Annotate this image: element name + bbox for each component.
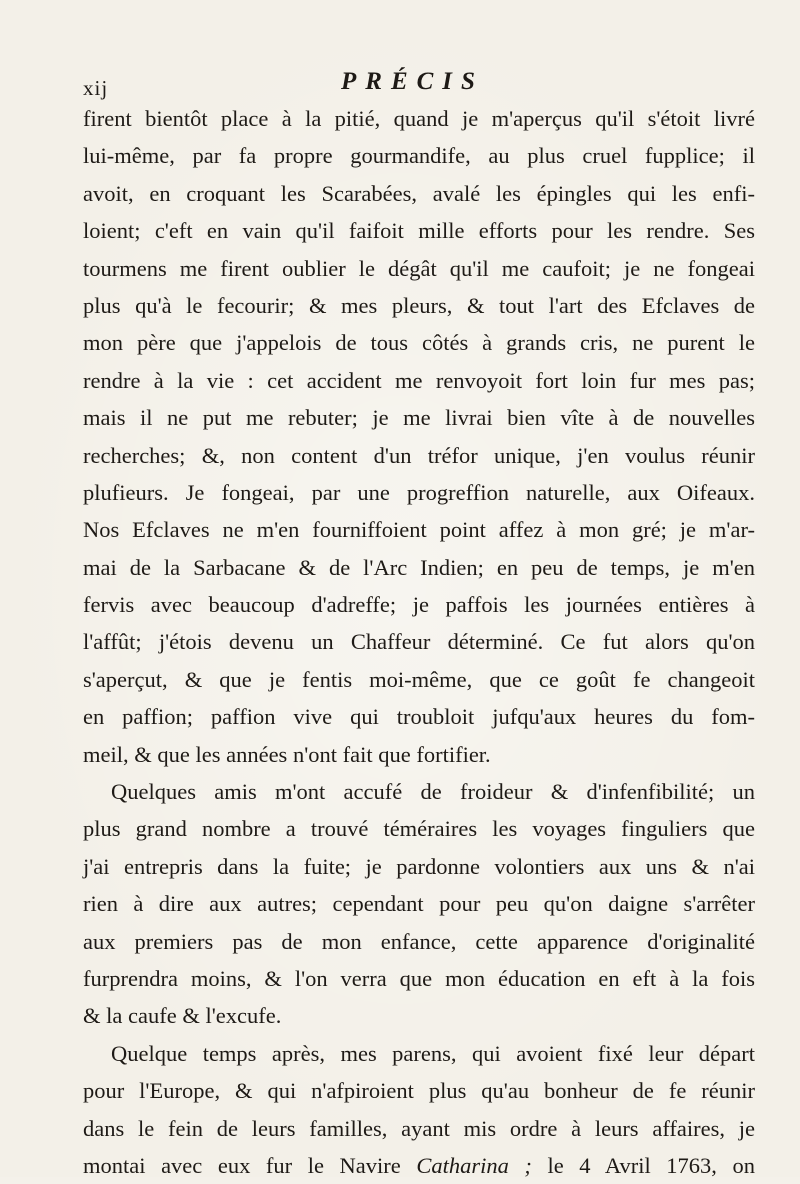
text-line: tourmens me firent oublier le dégât qu'il me caufoit; je ne fongeai: [83, 255, 755, 281]
paragraph-end-line: & la caufe & l'excufe.: [83, 1003, 282, 1029]
text-line: fervis avec beaucoup d'adreffe; je paffois les journées entières à: [83, 592, 755, 618]
running-title: PRÉCIS: [341, 68, 484, 95]
final-text-line: [83, 1147, 755, 1184]
text-line: mon père que j'appelois de tous côtés à grands cris, ne purent le: [83, 330, 755, 356]
text-line: dans le fein de leurs familles, ayant mis ordre à leurs affaires, je: [83, 1115, 755, 1141]
running-head: [83, 68, 740, 98]
page-number: xij: [83, 76, 109, 100]
text-line: avoit, en croquant les Scarabées, avalé les épingles qui les enfi-: [83, 180, 755, 206]
text-line: recherches; &, non content d'un tréfor unique, j'en voulus réunir: [83, 442, 755, 468]
text-line: Nos Efclaves ne m'en fourniffoient point affez à mon gré; je m'ar-: [83, 517, 755, 543]
paragraph-start-line: Quelque temps après, mes parens, qui avoient fixé leur départ: [111, 1040, 755, 1066]
text-line: aux premiers pas de mon enfance, cette apparence d'originalité: [83, 928, 755, 954]
text-line: rien à dire aux autres; cependant pour peu qu'on daigne s'arrêter: [83, 891, 755, 917]
text-line: lui-même, par fa propre gourmandife, au plus cruel fupplice; il: [83, 143, 755, 169]
text-line: en paffion; paffion vive qui troubloit jufqu'aux heures du fom-: [83, 704, 755, 730]
ship-name: Catharina ;: [416, 1152, 532, 1178]
paragraph-start-line: Quelques amis m'ont accufé de froideur & d'infenfibilité; un: [111, 779, 755, 805]
final-line-start: montai avec eux fur le Navire: [83, 1152, 417, 1178]
text-line: firent bientôt place à la pitié, quand je m'aperçus qu'il s'étoit livré: [83, 106, 755, 131]
text-line: mais il ne put me rebuter; je me livrai bien vîte à de nouvelles: [83, 405, 755, 431]
text-line: s'aperçut, & que je fentis moi-même, que ce goût fe changeoit: [83, 666, 755, 692]
body-text: [83, 100, 755, 1184]
text-line: j'ai entrepris dans la fuite; je pardonne volontiers aux uns & n'ai: [83, 853, 755, 879]
text-line: pour l'Europe, & qui n'afpiroient plus qu'au bonheur de fe réunir: [83, 1078, 755, 1104]
paragraph-end-line: meil, & que les années n'ont fait que fortifier.: [83, 741, 491, 767]
text-line: plus qu'à le fecourir; & mes pleurs, & tout l'art des Efclaves de: [83, 292, 755, 318]
text-line: rendre à la vie : cet accident me renvoyoit fort loin fur mes pas;: [83, 367, 755, 393]
text-line: furprendra moins, & l'on verra que mon éducation en eft à la fois: [83, 965, 755, 991]
text-line: mai de la Sarbacane & de l'Arc Indien; en peu de temps, je m'en: [83, 554, 755, 580]
text-line: plufieurs. Je fongeai, par une progreffion naturelle, aux Oifeaux.: [83, 479, 755, 505]
text-line: l'affût; j'étois devenu un Chaffeur déterminé. Ce fut alors qu'on: [83, 629, 755, 655]
final-line-end: le 4 Avril 1763, on: [531, 1152, 755, 1178]
text-line: plus grand nombre a trouvé téméraires les voyages finguliers que: [83, 816, 755, 842]
text-line: loient; c'eft en vain qu'il faifoit mille efforts pour les rendre. Ses: [83, 218, 755, 244]
